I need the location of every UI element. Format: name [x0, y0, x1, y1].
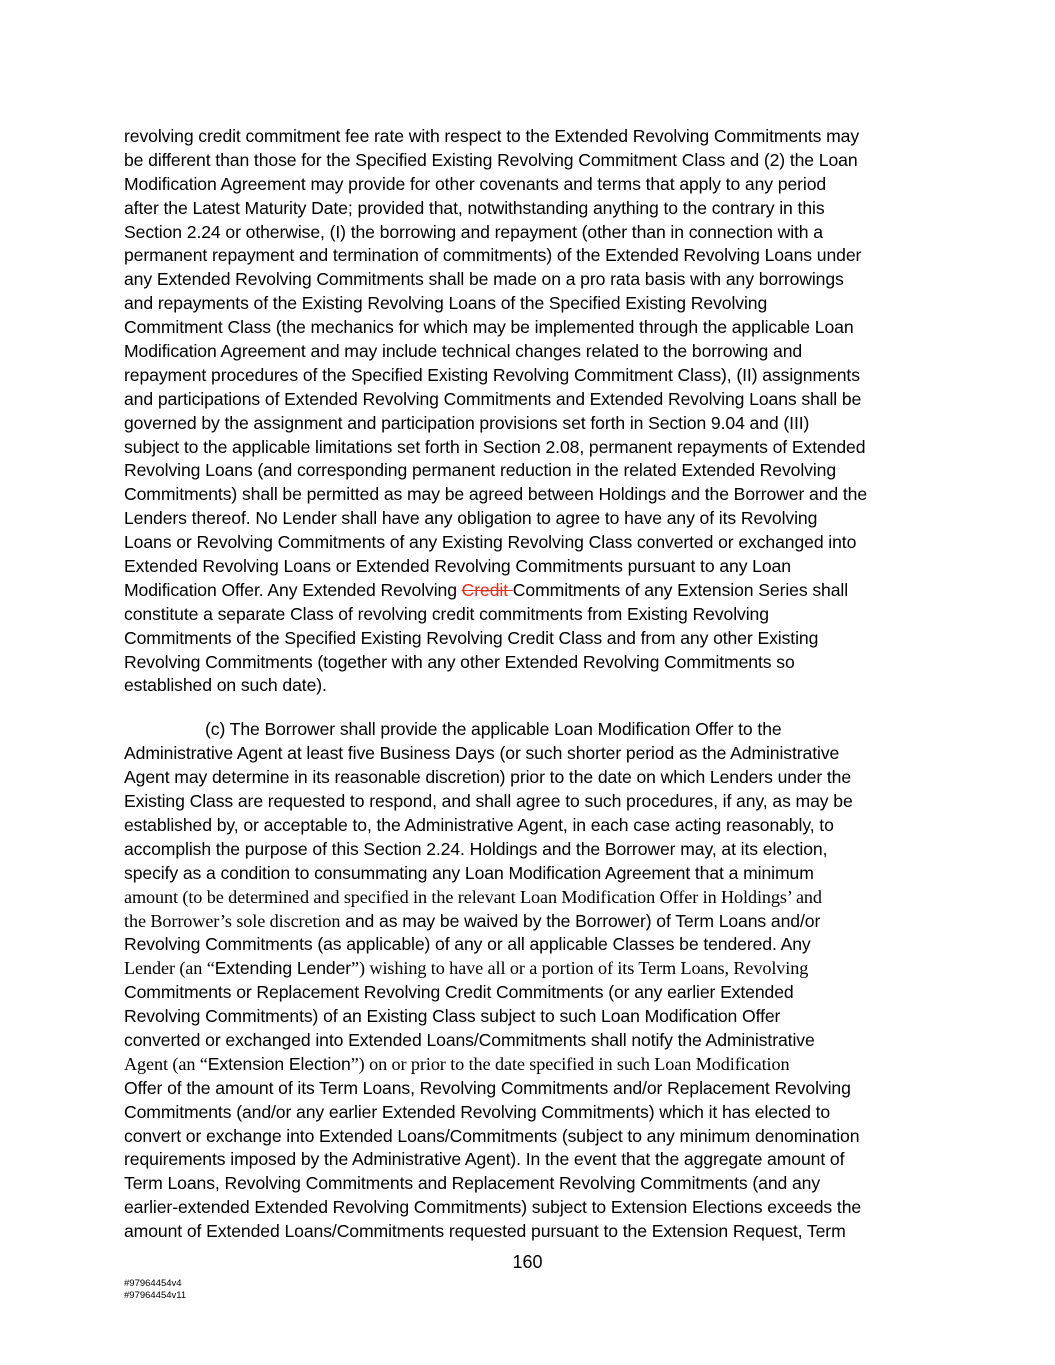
- serif-segment: ”) wishing to have all or a portion of its Term Loans, Revolving: [351, 958, 809, 979]
- redline-deleted-word: Credit: [461, 579, 513, 600]
- text-line: Modification Agreement may provide for other covenants and terms that apply to any period: [124, 173, 827, 194]
- page-number: 160: [512, 1252, 543, 1272]
- text-line: established by, or acceptable to, the Administrative Agent, in each case acting reasonably, to: [124, 814, 834, 835]
- text-line: constitute a separate Class of revolving credit commitments from Existing Revolving: [124, 603, 769, 624]
- document-id-stamp: [124, 1278, 186, 1302]
- defined-term-extending-lender: Extending Lender: [214, 958, 352, 979]
- text-line: Offer of the amount of its Term Loans, Revolving Commitments and/or Replacement Revolving: [124, 1077, 851, 1098]
- text-line: accomplish the purpose of this Section 2.24. Holdings and the Borrower may, at its election,: [124, 838, 828, 859]
- text-line: specify as a condition to consummating any Loan Modification Agreement that a minimum: [124, 862, 814, 883]
- redline-text-before: Modification Offer. Any Extended Revolving: [124, 579, 462, 600]
- paragraph-spacer: [124, 698, 936, 718]
- mixed-font-line: [124, 910, 936, 934]
- text-line: any Extended Revolving Commitments shall be made on a pro rata basis with any borrowings: [124, 269, 844, 290]
- text-line: requirements imposed by the Administrative Agent). In the event that the aggregate amount of: [124, 1149, 845, 1170]
- text-line: Commitments) shall be permitted as may be agreed between Holdings and the Borrower and the: [124, 484, 868, 505]
- text-line: repayment procedures of the Specified Existing Revolving Commitment Class), (II) assignments: [124, 364, 860, 385]
- text-line: after the Latest Maturity Date; provided that, notwithstanding anything to the contrary in this: [124, 197, 825, 218]
- serif-segment: Agent (an “: [124, 1053, 208, 1074]
- serif-line: amount (to be determined and specified in the relevant Loan Modification Offer in Holdings’ and: [124, 886, 822, 907]
- text-line: Revolving Commitments (together with any other Extended Revolving Commitments so: [124, 651, 795, 672]
- text-line: Revolving Loans (and corresponding permanent reduction in the related Extended Revolving: [124, 460, 837, 481]
- extending-lender-line: [124, 957, 936, 981]
- document-id: #97964454v11: [124, 1290, 187, 1301]
- paragraph-b: [124, 125, 936, 579]
- text-line: Lenders thereof. No Lender shall have any obligation to agree to have any of its Revolving: [124, 508, 818, 529]
- sans-segment: and as may be waived by the Borrower) of Term Loans and/or: [340, 910, 821, 931]
- paragraph-c-lines-a: [124, 742, 936, 885]
- extension-election-line: [124, 1053, 936, 1077]
- text-line: Commitments of the Specified Existing Revolving Credit Class and from any other Existing: [124, 627, 819, 648]
- text-line: Loans or Revolving Commitments of any Existing Revolving Class converted or exchanged into: [124, 532, 857, 553]
- paragraph-c-lines-c: [124, 1077, 936, 1244]
- paragraph-c-first-line: (c) The Borrower shall provide the applicable Loan Modification Offer to the: [205, 719, 782, 740]
- redline-line: [124, 579, 936, 603]
- text-line: permanent repayment and termination of commitments) of the Extended Revolving Loans under: [124, 245, 862, 266]
- paragraph-b-tail: [124, 603, 936, 699]
- paragraph-c: [124, 718, 936, 1244]
- text-line: earlier-extended Extended Revolving Commitments) subject to Extension Elections exceeds the: [124, 1197, 862, 1218]
- text-line: convert or exchange into Extended Loans/Commitments (subject to any minimum denomination: [124, 1125, 860, 1146]
- text-line: converted or exchanged into Extended Loans/Commitments shall notify the Administrative: [124, 1029, 815, 1050]
- text-line: Extended Revolving Loans or Extended Revolving Commitments pursuant to any Loan: [124, 556, 791, 577]
- text-line: amount of Extended Loans/Commitments requested pursuant to the Extension Request, Term: [124, 1221, 846, 1242]
- paragraph-c-lines-b: [124, 981, 936, 1053]
- text-line: established on such date).: [124, 675, 327, 696]
- text-line: be different than those for the Specified Existing Revolving Commitment Class and (2) the Loan: [124, 149, 858, 170]
- defined-term-extension-election: Extension Election: [207, 1053, 351, 1074]
- tendered-line: Revolving Commitments (as applicable) of any or all applicable Classes be tendered. Any: [124, 934, 811, 955]
- text-line: Administrative Agent at least five Business Days (or such shorter period as the Administrative: [124, 743, 840, 764]
- text-line: Commitment Class (the mechanics for which may be implemented through the applicable Loan: [124, 317, 854, 338]
- text-line: subject to the applicable limitations set forth in Section 2.08, permanent repayments of Extended: [124, 436, 866, 457]
- text-line: Commitments (and/or any earlier Extended Revolving Commitments) which it has elected to: [124, 1101, 831, 1122]
- document-id: #97964454v4: [124, 1278, 182, 1289]
- text-line: Modification Agreement and may include technical changes related to the borrowing and: [124, 341, 803, 362]
- serif-segment: Lender (an “: [124, 958, 215, 979]
- text-line: Existing Class are requested to respond, and shall agree to such procedures, if any, as may be: [124, 791, 853, 812]
- text-line: Section 2.24 or otherwise, (I) the borrowing and repayment (other than in connection with a: [124, 221, 823, 242]
- text-line: Revolving Commitments) of an Existing Class subject to such Loan Modification Offer: [124, 1006, 781, 1027]
- text-line: Agent may determine in its reasonable discretion) prior to the date on which Lenders under the: [124, 767, 852, 788]
- text-line: and repayments of the Existing Revolving Loans of the Specified Existing Revolving: [124, 293, 768, 314]
- text-line: Term Loans, Revolving Commitments and Replacement Revolving Commitments (and any: [124, 1173, 821, 1194]
- document-body: [124, 125, 936, 1244]
- serif-segment: the Borrower’s sole discretion: [124, 910, 341, 931]
- text-line: and participations of Extended Revolving Commitments and Extended Revolving Loans shall be: [124, 388, 862, 409]
- text-line: revolving credit commitment fee rate with respect to the Extended Revolving Commitments may: [124, 126, 860, 146]
- serif-segment: ”) on or prior to the date specified in such Loan Modification: [350, 1053, 790, 1074]
- text-line: governed by the assignment and participation provisions set forth in Section 9.04 and (III): [124, 412, 810, 433]
- redline-text-after: Commitments of any Extension Series shall: [512, 579, 849, 600]
- text-line: Commitments or Replacement Revolving Credit Commitments (or any earlier Extended: [124, 982, 794, 1003]
